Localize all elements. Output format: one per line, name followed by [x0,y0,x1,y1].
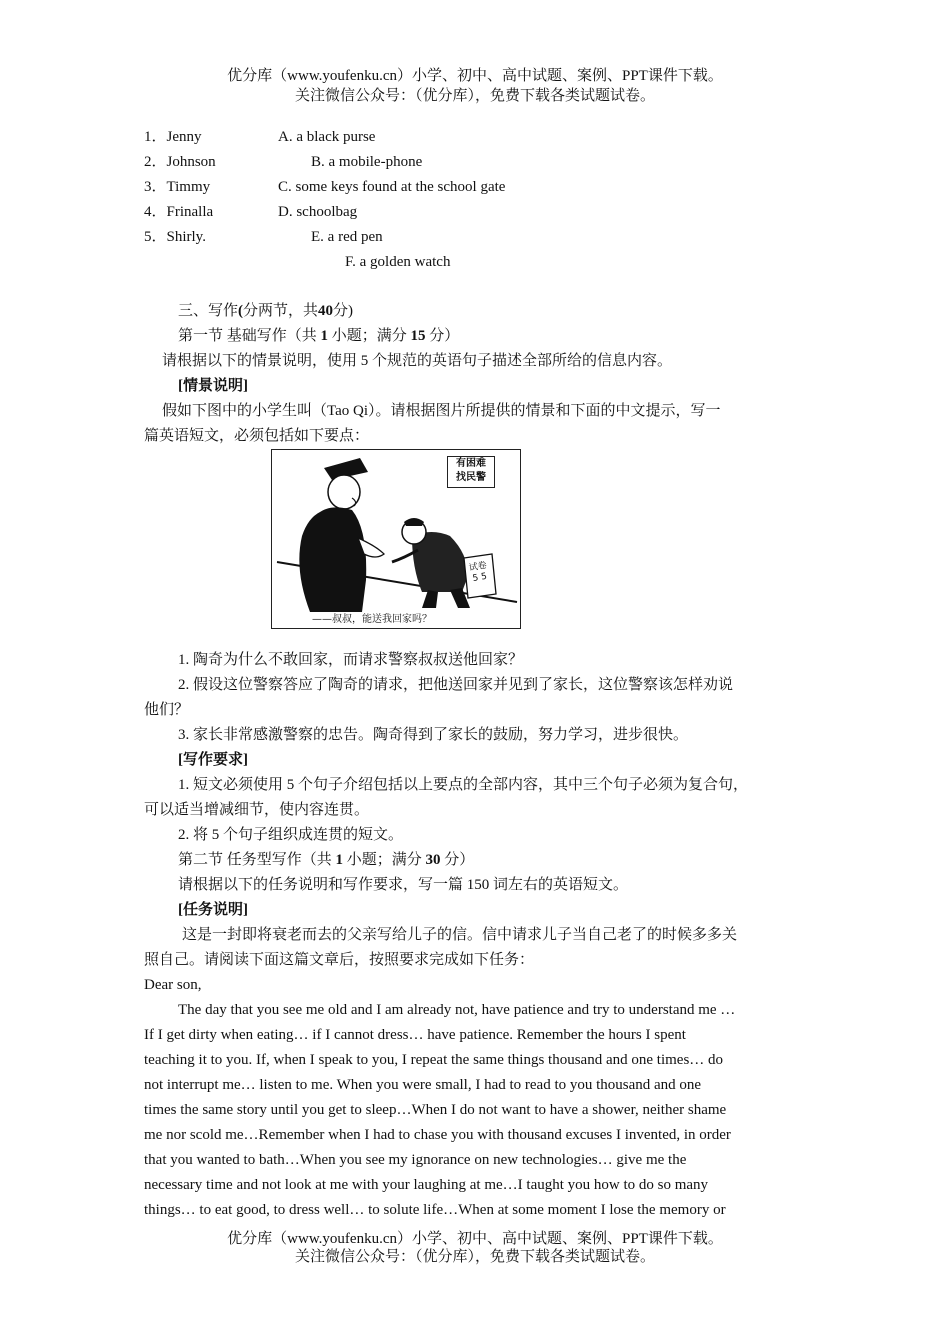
letter-line-6: me nor scold me…Remember when I had to chase you with thousand excuses I invented, in order [144,1127,731,1143]
part2-intro: 请根据以下的任务说明和写作要求，写一篇 150 词左右的英语短文。 [178,877,629,893]
match-name-3: 3．Timmy [144,179,211,195]
section-title: 三、写作(分两节，共40分) [178,303,354,319]
point-2: 2. 假设这位警察答应了陶奇的请求，把他送回家并见到了家长，这位警察该怎样劝说 [178,677,734,693]
letter-line-4: not interrupt me… listen to me. When you were small, I had to read to you thousand and one [144,1077,702,1093]
header-line-1: 优分库（www.youfenku.cn）小学、初中、高中试题、案例、PPT课件下载。 [227,68,723,84]
match-option-c: C. some keys found at the school gate [278,179,506,195]
requirement-1: 1. 短文必须使用 5 个句子介绍包括以上要点的全部内容，其中三个句子必须为复合句， [178,777,749,793]
match-name-2: 2．Johnson [144,154,216,170]
exam-paper-score: 5 5 [471,571,488,585]
situation-line-1: 假如下图中的小学生叫（Tao Qi）。请根据图片所提供的情景和下面的中文提示，写一 [162,403,721,419]
requirement-1-cont: 可以适当增减细节，使内容连贯。 [144,802,370,818]
task-label: [任务说明] [178,902,248,918]
situation-label: [情景说明] [178,378,248,394]
letter-line-3: teaching it to you. If, when I speak to you, I repeat the same things thousand and one times… do [144,1052,724,1068]
letter-line-9: things… to eat good, to dress well… to solute life…When at some moment I lose the memory or [144,1202,726,1218]
match-name-1: 1．Jenny [144,129,202,145]
requirements-label: [写作要求] [178,752,248,768]
footer-line-2: 关注微信公众号：（优分库），免费下载各类试题试卷。 [294,1249,655,1265]
cartoon-caption: ——叔叔，能送我回家吗？ [312,614,432,625]
letter-line-7: that you wanted to bath…When you see my ignorance on new technologies… give me the [144,1152,687,1168]
match-option-f: F. a golden watch [345,254,451,270]
header-line-2: 关注微信公众号：（优分库），免费下载各类试题试卷。 [294,88,655,104]
cartoon-figure [271,449,521,629]
match-option-d: D. schoolbag [278,204,358,220]
letter-greeting: Dear son, [144,977,202,993]
point-1: 1. 陶奇为什么不敢回家，而请求警察叔叔送他回家？ [178,652,524,668]
task-line-2: 照自己。请阅读下面这篇文章后，按照要求完成如下任务： [144,952,535,968]
match-name-5: 5．Shirly. [144,229,206,245]
letter-line-5: times the same story until you get to sleep…When I do not want to have a shower, neither shame [144,1102,727,1118]
letter-line-2: If I get dirty when eating… if I cannot dress… have patience. Remember the hours I spent [144,1027,686,1043]
match-name-4: 4．Frinalla [144,204,214,220]
situation-line-2: 篇英语短文，必须包括如下要点： [144,428,370,444]
match-option-a: A. a black purse [278,129,376,145]
letter-line-8: necessary time and not look at me with your laughing at me…I taught you how to do so many [144,1177,709,1193]
point-2-cont: 他们？ [144,702,190,718]
point-3: 3. 家长非常感激警察的忠告。陶奇得到了家长的鼓励，努力学习，进步很快。 [178,727,689,743]
match-option-e: E. a red pen [311,229,383,245]
part1-intro: 请根据以下的情景说明，使用 5 个规范的英语句子描述全部所给的信息内容。 [162,353,673,369]
requirement-2: 2. 将 5 个句子组织成连贯的短文。 [178,827,404,843]
footer-line-1: 优分库（www.youfenku.cn）小学、初中、高中试题、案例、PPT课件下载。 [227,1231,723,1247]
part1-title: 第一节 基础写作（共 1 小题；满分 15 分） [178,328,460,344]
letter-line-1: The day that you see me old and I am already not, have patience and try to understand me … [178,1002,736,1018]
sign-line-1: 有困难 [456,458,486,469]
sign-line-2: 找民警 [456,472,486,483]
exam-paper-word: 试卷 [468,560,488,574]
task-line-1: 这是一封即将衰老而去的父亲写给儿子的信。信中请求儿子当自己老了的时候多多关 [182,927,738,943]
part2-title: 第二节 任务型写作（共 1 小题；满分 30 分） [178,852,475,868]
match-option-b: B. a mobile-phone [311,154,423,170]
sign-board [447,456,495,488]
exam-paper-label [466,560,491,585]
